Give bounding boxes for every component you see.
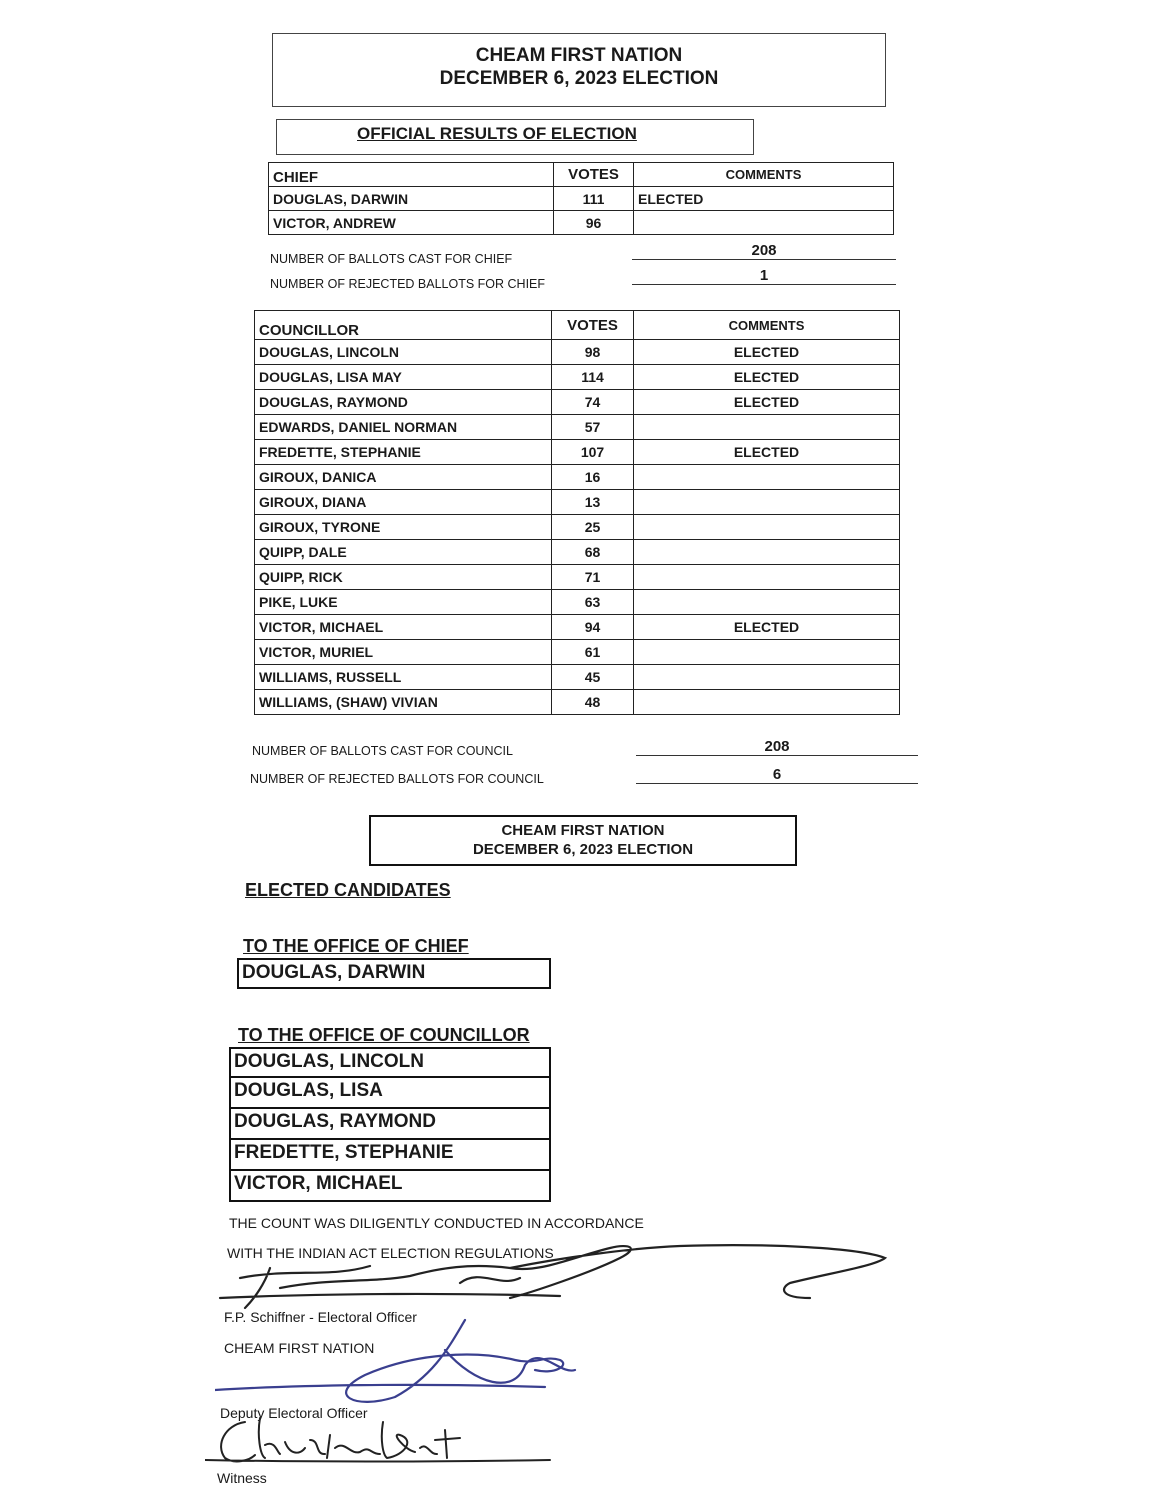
vote-count: 48 [552,690,634,715]
vote-count: 16 [552,465,634,490]
deputy-officer-signature [215,1305,595,1415]
comment [634,540,900,565]
candidate-name: PIKE, LUKE [255,590,552,615]
elected-councillor-name: FREDETTE, STEPHANIE [229,1140,551,1171]
comment: ELECTED [634,340,900,365]
vote-count: 45 [552,665,634,690]
candidate-name: VICTOR, MURIEL [255,640,552,665]
witness-signature [205,1410,565,1470]
elected-candidates-title: ELECTED CANDIDATES [245,880,451,900]
candidate-name: DOUGLAS, LINCOLN [255,340,552,365]
second-election-header [369,815,797,866]
candidate-name: DOUGLAS, LISA MAY [255,365,552,390]
council-results-table [254,310,900,715]
deputy-officer-label: Deputy Electoral Officer [220,1405,368,1421]
comment [634,211,894,235]
chief-office-heading: TO THE OFFICE OF CHIEF [243,936,469,956]
vote-count: 107 [552,440,634,465]
candidate-name: EDWARDS, DANIEL NORMAN [255,415,552,440]
comment: ELECTED [634,390,900,415]
chief-row [269,211,894,235]
elected-councillor-name: DOUGLAS, LINCOLN [229,1047,551,1078]
electoral-officer-label: F.P. Schiffner - Electoral Officer [224,1309,417,1325]
official-results-title: OFFICIAL RESULTS OF ELECTION [276,119,754,155]
elected-councillor-name: VICTOR, MICHAEL [229,1171,551,1202]
elected-councillors-list [229,1047,551,1202]
candidate-name: GIROUX, TYRONE [255,515,552,540]
candidate-name: GIROUX, DANICA [255,465,552,490]
comment [634,565,900,590]
chief-ballots-cast: 208 [632,242,896,260]
header-line2: DECEMBER 6, 2023 ELECTION [439,68,719,89]
council-row [255,690,900,715]
candidate-name: QUIPP, RICK [255,565,552,590]
votes-header: VOTES [554,163,634,187]
council-row [255,540,900,565]
comments-header: COMMENTS [634,163,894,187]
vote-count: 114 [552,365,634,390]
candidate-name: VICTOR, MICHAEL [255,615,552,640]
candidate-name: WILLIAMS, (SHAW) VIVIAN [255,690,552,715]
council-row [255,515,900,540]
council-row [255,340,900,365]
comment [634,690,900,715]
vote-count: 71 [552,565,634,590]
election-header [272,33,886,107]
councillor-office-heading: TO THE OFFICE OF COUNCILLOR [238,1025,530,1045]
vote-count: 74 [552,390,634,415]
council-row [255,590,900,615]
council-row [255,565,900,590]
vote-count: 25 [552,515,634,540]
organization-label: CHEAM FIRST NATION [224,1340,375,1356]
council-row [255,615,900,640]
chief-header-row [269,163,894,187]
witness-label: Witness [217,1470,267,1486]
elected-councillor-name: DOUGLAS, LISA [229,1078,551,1109]
vote-count: 13 [552,490,634,515]
second-header-line2: DECEMBER 6, 2023 ELECTION [472,841,694,858]
comment [634,665,900,690]
elected-councillor-name: DOUGLAS, RAYMOND [229,1109,551,1140]
chief-ballots-cast-label: NUMBER OF BALLOTS CAST FOR CHIEF [270,252,513,266]
vote-count: 61 [552,640,634,665]
comment [634,465,900,490]
comment [634,640,900,665]
certification-line2: WITH THE INDIAN ACT ELECTION REGULATIONS [227,1245,554,1261]
comment [634,515,900,540]
comment [634,490,900,515]
chief-rejected-label: NUMBER OF REJECTED BALLOTS FOR CHIEF [270,277,546,291]
council-ballots-cast: 208 [636,738,918,756]
council-row [255,665,900,690]
second-header-line1: CHEAM FIRST NATION [501,822,665,839]
council-rejected-label: NUMBER OF REJECTED BALLOTS FOR COUNCIL [250,772,544,786]
certification-line1: THE COUNT WAS DILIGENTLY CONDUCTED IN ACCORDANCE [229,1215,644,1231]
vote-count: 98 [552,340,634,365]
candidate-name: DOUGLAS, DARWIN [269,187,554,211]
candidate-name: DOUGLAS, RAYMOND [255,390,552,415]
council-row [255,640,900,665]
candidate-name: GIROUX, DIANA [255,490,552,515]
candidate-name: FREDETTE, STEPHANIE [255,440,552,465]
candidate-name: VICTOR, ANDREW [269,211,554,235]
councillor-header: COUNCILLOR [255,311,552,340]
council-rejected: 6 [636,766,918,784]
vote-count: 111 [554,187,634,211]
council-row [255,440,900,465]
council-row [255,365,900,390]
council-votes-header: VOTES [552,311,634,340]
vote-count: 63 [552,590,634,615]
council-header-row [255,311,900,340]
council-row [255,465,900,490]
comment: ELECTED [634,615,900,640]
council-row [255,415,900,440]
vote-count: 94 [552,615,634,640]
vote-count: 96 [554,211,634,235]
council-comments-header: COMMENTS [634,311,900,340]
header-line1: CHEAM FIRST NATION [475,45,683,66]
vote-count: 57 [552,415,634,440]
chief-header: CHIEF [269,163,554,187]
vote-count: 68 [552,540,634,565]
comment: ELECTED [634,440,900,465]
candidate-name: QUIPP, DALE [255,540,552,565]
comment: ELECTED [634,187,894,211]
candidate-name: WILLIAMS, RUSSELL [255,665,552,690]
comment [634,590,900,615]
comment [634,415,900,440]
council-row [255,390,900,415]
council-row [255,490,900,515]
council-ballots-cast-label: NUMBER OF BALLOTS CAST FOR COUNCIL [252,744,513,758]
chief-rejected: 1 [632,267,896,285]
chief-results-table [268,162,894,235]
elected-chief-name: DOUGLAS, DARWIN [237,958,551,989]
comment: ELECTED [634,365,900,390]
chief-row [269,187,894,211]
